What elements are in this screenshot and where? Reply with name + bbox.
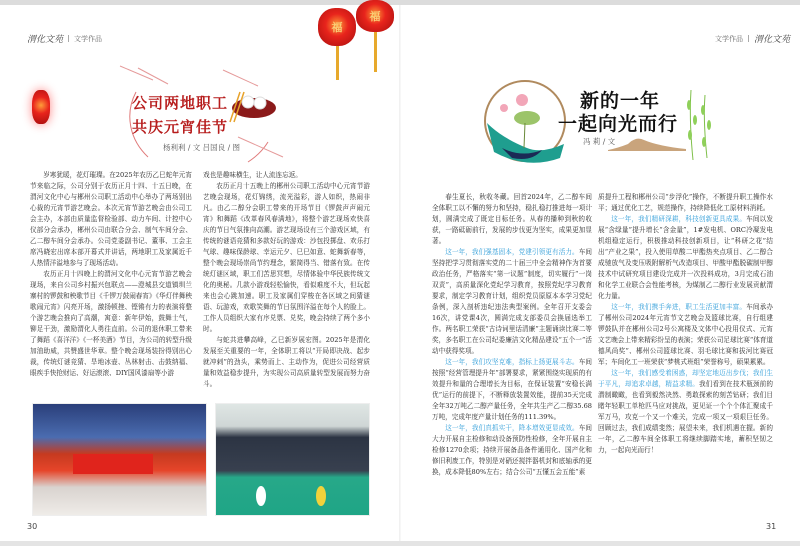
paragraph-lead: 这一年，我们感受着困惑，却坚定地迈出步伐；我们生于平凡，却追求卓越，精益求精。: [598, 369, 773, 388]
stage-banner: [73, 454, 153, 474]
fu-lantern-icon: 福: [356, 0, 394, 32]
paragraph-continued: 质提升工程和郴州公司“步浮化”操作，不断提升职工操作水平；通过优化工艺，规范操作，持续降低化工原材料消耗。: [598, 193, 773, 212]
paragraph-lead: 这一年，我们攻坚克难，指标上扬更展斗志。: [445, 358, 579, 366]
paragraph: 春生夏长，秋收冬藏。回首2024年，乙二醇车间全体职工以不懈的努力和坚持，稳扎稳打推进每一项计划，圆满完成了既定目标任务。从春的播种到秋的收获，一路砥砺前行，发展的步伐更为坚实，成果更加显著。: [432, 193, 592, 245]
paragraph: 这一年，我们精研深耕，科技创新更具成果。车间以发展“含绿量”提升增长“含金量”，1#发电机、ORC冷凝发电机组稳定运行，积极推动科技创新项目，让“科研之花”结出“产业之果”，投入使用草酸二甲酯热夹点项目、乙二醇合成驰放气及变压吸附解析气改造项目、甲酸甲酯脱碳制甲醇技术中试研究项目建设完成并一次投料成功，3月完成石油和化学工业联合会性能考核，为煤制乙二醇行业发展贡献渭化力量。: [598, 215, 774, 300]
left-header: [27, 32, 102, 45]
paragraph-lead: 这一年，我们携手奔进，职工生活更加丰富。: [611, 303, 747, 311]
left-column-2: [203, 170, 370, 390]
magazine-logo: 渭化文苑: [27, 35, 64, 45]
spread-spine: [399, 5, 401, 541]
left-column-1: [30, 170, 192, 379]
lantern-tassel: [374, 32, 377, 72]
section-label: 文学作品: [715, 34, 743, 43]
paragraph: 这一年，我们真抓实干，降本增效更显成效。车间大力开展自主检修和动设备预防性检修，全年开展自主检修1270余项；持续开展备品备件通用化、国产化和修旧利废工作，特别是对硝还搅拌器机封和底轴承的更换，成本降低80%左右；结合公司“五懂五会五能”素: [432, 424, 593, 476]
paragraph: 农历正月十五晚上的郴州公司职工活动中心元宵节游艺晚会现场，花灯锦绣，流光溢彩，游人如织，热闹非凡。由乙二醇分会职工带来的开场节目《锣鼓声声闹元宵》和舞蹈《改革春风春满地》，将整个游艺现场欢快喜庆的节日气氛推向高潮。游艺现场设有三个游戏区域，有传统的谜语竞猜和多款好玩的游戏：沙包投掷盘、欢乐打气球、趣味保龄球、幸运元夕、巳巳如意、蛇舞新春等，整个晚会现场崇尚节约理念，繁简得当、错落有致。在传统灯谜区域，职工们苦思冥想，尽情体验中华民族传统文化的奥秘。几款小游戏轻松愉快，看似难度不大，但玩起来也会心跳加速。职工及家属们穿梭在各区域之间猜谜语、玩游戏，欢歌笑舞的节日氛围洋溢在每个人的脸上。工作人员组织大家有序兑票、兑奖，晚会持续了两个多小时。: [203, 182, 370, 333]
paragraph-lead: 这一年，我们强基固本，党建引领更有活力。: [445, 248, 579, 256]
header-divider: [68, 35, 69, 42]
paragraph: 与蛇共进攀高峰，乙巳新岁展宏图。2025年是渭化发展至关重要的一年，全体职工将以“开局即决战、起步就冲刺”的劲头，乘势而上、主动作为，促进公司经营质量和效益稳步提升，为实现公司高质量转型发展而努力奋斗。: [203, 336, 370, 388]
header-divider: [748, 35, 749, 42]
lantern-tassel: [336, 46, 339, 80]
section-label: 文学作品: [74, 34, 103, 43]
paragraph: 这一年，我们强基固本，党建引领更有活力。车间坚持把学习贯彻落实党的二十届三中全会精神作为首要政治任务，严格落实“第一议题”制度，切实履行“一岗双责”，高质量深化党纪学习教育，按照党纪学习教育要求，制定学习教育计划，组织党员原原本本学习党纪条例，深入剖析违纪违法典型案例。全年召开支委会16次，讲党课4次，圆满完成支部委员会换届选举工作。两名职工荣获“古诗词里话清廉”主题诵读比赛二等奖，多名职工在公司纪委廉洁文化精品建设“五个一”活动中获得奖项。: [432, 248, 593, 355]
photo-game-hall: [215, 403, 370, 516]
byline: 冯 莉 / 文: [583, 137, 616, 146]
paragraph: 农历正月十四晚上的渭河文化中心元宵节游艺晚会现场，来自公司乡村振兴包联点——澄城县交道镇圳兰寨村的锣鼓和秧歌节目《千锣万鼓闹春宵》《华灯伴舞秧歌闹元宵》闪亮开场，激扬顿挫、铿锵有力的表演将整个游艺晚会推向了高潮，寓意：新年伊始，鼓舞士气，铆足干劲，激励渭化人勇往直前。公司的退休职工带来了舞蹈《喜洋洋》《一杯美酒》节目，为公司的转型升级加油助威，共赞盛世华章。整个晚会现场装扮得别出心裁，传统灯谜竞猜、旱地冰壶、丛林射击、击鼓纳福、眼疾手快抢财运、好运滚滚、DIY国风漆扇等小游: [30, 270, 192, 377]
willow-branch-icon: [683, 90, 717, 160]
lotus-flower-icon: [516, 94, 528, 106]
paragraph-continued: 戏也是趣味横生，让人流连忘返。: [203, 171, 302, 179]
lotus-leaf-icon: [514, 111, 540, 125]
article-title-line1: 新的一年: [580, 90, 661, 112]
paragraph-lead: 这一年，我们真抓实干，降本增效更显成效。: [445, 424, 579, 432]
right-column-2: [598, 192, 773, 456]
photo-stage-performance: [32, 403, 207, 516]
small-lantern-icon: [32, 90, 50, 124]
paragraph-lead: 这一年，我们精研深耕，科技创新更具成果。: [611, 215, 747, 223]
paragraph: 这一年，我们攻坚克难，指标上扬更展斗志。车间按照“经营管理提升年”部署要求，紧紧围绕实现质的有效提升和量的合理增长为目标，在保证装置“安稳长满优”运行的前提下，不断释放装置效能，提前35天完成全年32万吨乙二醇产量任务，全年共生产乙二醇35.68万吨，完成年度产量计划任务的111.39%。: [432, 358, 593, 421]
page-number-left: 30: [27, 522, 38, 531]
magazine-logo: 渭化文苑: [754, 35, 791, 45]
paragraph: 这一年，我们携手奔进，职工生活更加丰富。车间承办了郴州公司2024年元宵节文艺晚会及篮球比赛，自行组建锣鼓队并在郴州公司2号公寓楼及文体中心投用仪式、元宵文艺晚会上带来精彩纷呈的表演；荣获公司足球比赛“体育道德风尚奖”、郴州公司篮球比赛、羽毛球比赛和拔河比赛冠军；车间化工一班荣获“梦桃式班组”荣誉称号，硕果累累。: [598, 303, 774, 366]
page-bottom-border: [0, 541, 800, 546]
paragraph: 这一年，我们感受着困惑，却坚定地迈出步伐；我们生于平凡，却追求卓越，精益求精。我们看到在技术瓶颈前的潜制瞰瞰，也看到毅然决然、勇敢探索的刻苦钻研；我们目睹年轻职工单枪匹马应对挑战，更见证一个个个体汇聚成千军万马，攻克一个又一个难关，完成一项又一项艰巨任务。回顾过去，我们成绩斐然；展望未来，我们机遇在握。新的一年，乙二醇车间全体职工将继续脚踏实地，蓄积坚韧之力，一起向光而行！: [598, 369, 774, 454]
fu-lantern-icon: 福: [318, 8, 356, 46]
article-title-line2: 共庆元宵佳节: [132, 118, 229, 136]
paragraph: 岁寒犹暖，花灯璀璨。在2025年农历乙巳蛇年元宵节来临之际，公司分别于农历正月十四、十五日晚，在渭河文化中心与郴州公司职工活动中心举办了两场别出心裁的元宵节游艺晚会。本次元宵节游艺晚会由公司工会主办，本部由质量监督检验部、动力车间、计控中心仪部分会承办，郴州公司由联合分会、制气车间分会、乙二醇车间分会承办。公司党委副书记、董事、工会主席冯晓宏出席本部开幕式并讲话，两地职工及家属近千人热情洋溢地参与了现场活动。: [30, 171, 192, 267]
right-header: [715, 32, 790, 45]
byline: 杨利利 / 文 吕国良 / 图: [163, 143, 240, 152]
page-number-right: 31: [766, 522, 777, 531]
goose-toy: [256, 486, 266, 506]
article-title-line2: 一起向光而行: [558, 113, 679, 135]
article-title-line1: 公司两地职工: [132, 94, 229, 112]
goose-toy: [316, 486, 326, 506]
right-column-1: [432, 192, 592, 478]
